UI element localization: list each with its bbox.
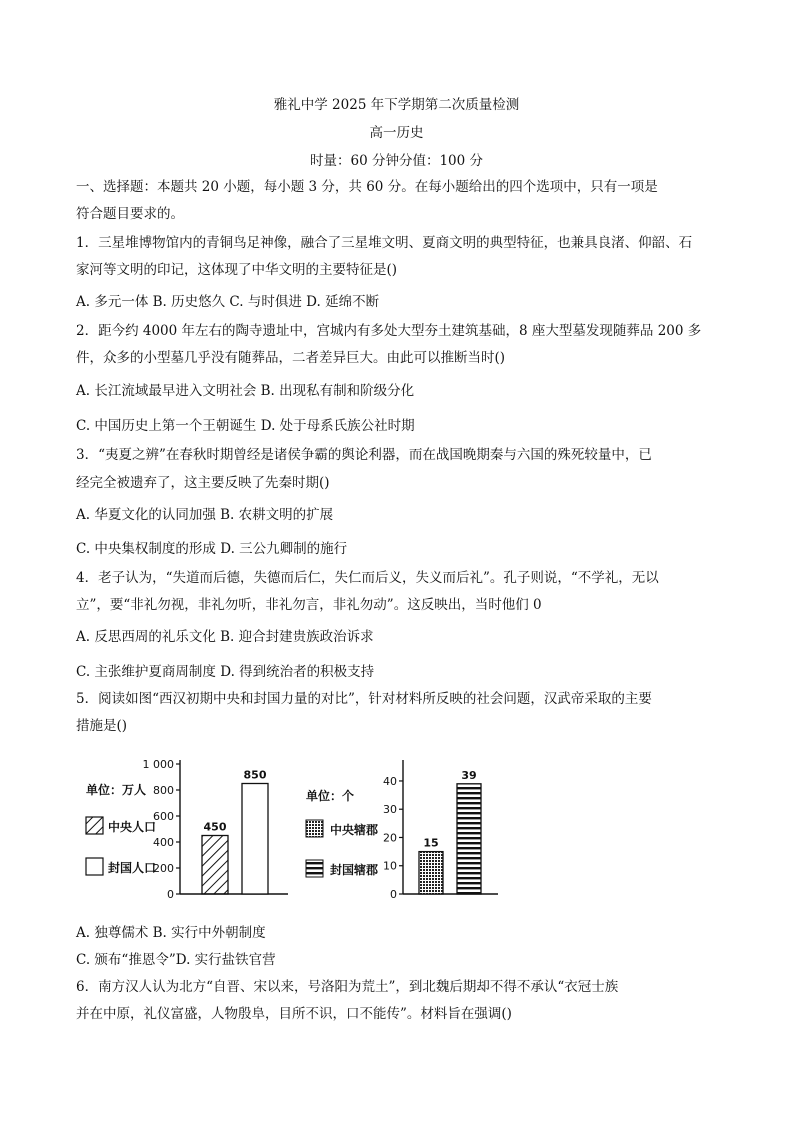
question-1-options: A. 多元一体 B. 历史悠久 C. 与时俱进 D. 延绵不断 (76, 294, 380, 310)
question-6-stem: 6．南方汉人认为北方“自晋、宋以来，号洛阳为荒土”，到北魏后期却不得不承认“衣冠士族 (76, 979, 619, 995)
population-unit-label: 单位：万人 (86, 783, 147, 797)
legend-swatch-central-population (86, 817, 103, 834)
legend-central-population: 中央人口 (108, 820, 157, 834)
data-label: 450 (203, 820, 227, 834)
population-chart (86, 758, 288, 901)
y-tick-label: 400 (153, 836, 174, 849)
y-tick-label: 0 (390, 888, 397, 901)
question-2-stem-cont: 件，众多的小型墓几乎没有随葬品，二者差异巨大。由此可以推断当时() (76, 350, 506, 366)
y-tick-label: 600 (153, 810, 174, 823)
data-label: 850 (243, 768, 267, 782)
question-6-stem-cont: 并在中原，礼仪富盛，人物殷阜，目所不识，口不能传”。材料旨在强调() (76, 1006, 512, 1022)
question-4-stem: 4．老子认为，“失道而后德，失德而后仁，失仁而后义，失义而后礼”。孔子则说，“不学礼，无以 (76, 570, 659, 586)
question-2-options: A. 长江流域最早进入文明社会 B. 出现私有制和阶级分化 (76, 383, 415, 399)
question-4-options: A. 反思西周的礼乐文化 B. 迎合封建贵族政治诉求 (76, 629, 374, 645)
question-3-options-cont: C. 中央集权制度的形成 D. 三公九卿制的施行 (76, 541, 348, 557)
question-1-stem-cont: 家河等文明的印记，这体现了中华文明的主要特征是() (76, 262, 398, 278)
question-1-stem: 1．三星堆博物馆内的青铜鸟足神像，融合了三星堆文明、夏商文明的典型特征，也兼具良渚、仰韶、石 (76, 235, 693, 251)
bar-封国人口 (242, 784, 268, 895)
question-5-options: A. 独尊儒术 B. 实行中外朝制度 (76, 925, 266, 941)
legend-swatch-fief-population (86, 858, 103, 875)
question-4-stem-cont: 立”，要“非礼勿视，非礼勿听，非礼勿言，非礼勿动”。这反映出，当时他们 0 (76, 597, 542, 613)
question-3-stem-cont: 经完全被遗弃了，这主要反映了先秦时期() (76, 475, 330, 491)
question-2-options-cont: C. 中国历史上第一个王朝诞生 D. 处于母系氏族公社时期 (76, 418, 415, 434)
legend-central-commanderies: 中央辖郡 (330, 823, 379, 837)
y-tick-label: 30 (383, 803, 397, 817)
y-tick-label: 40 (383, 774, 397, 788)
y-tick-label: 0 (167, 888, 174, 901)
data-label: 15 (423, 836, 439, 850)
question-3-options: A. 华夏文化的认同加强 B. 农耕文明的扩展 (76, 507, 334, 523)
legend-swatch-fief-commanderies (306, 860, 323, 877)
bar-中央辖郡 (419, 852, 443, 894)
section-heading: 一、选择题：本题共 20 小题，每小题 3 分，共 60 分。在每小题给出的四个选项中，只有一项是 (76, 179, 658, 195)
bar-封国辖郡 (457, 784, 481, 894)
exam-timing: 时量：60 分钟分值：100 分 (309, 153, 484, 169)
data-label: 39 (461, 768, 477, 782)
legend-fief-population: 封国人口 (108, 861, 157, 875)
question-4-options-cont: C. 主张维护夏商周制度 D. 得到统治者的积极支持 (76, 664, 375, 680)
subject-title: 高一历史 (369, 125, 424, 141)
y-tick-label: 800 (153, 784, 174, 797)
commandery-unit-label: 单位：个 (306, 789, 355, 803)
page-title: 雅礼中学 2025 年下学期第二次质量检测 (273, 97, 520, 113)
y-tick-label: 1 000 (142, 758, 174, 771)
y-tick-label: 20 (383, 831, 397, 845)
legend-fief-commanderies: 封国辖郡 (330, 863, 379, 877)
y-tick-label: 10 (383, 859, 397, 873)
question-2-stem: 2．距今约 4000 年左右的陶寺遗址中，宫城内有多处大型夯土建筑基础，8 座大型墓发现随葬品 200 多 (76, 323, 702, 339)
question-5-stem: 5．阅读如图“西汉初期中央和封国力量的对比”，针对材料所反映的社会问题，汉武帝采取的主要 (76, 691, 652, 707)
section-heading-cont: 符合题目要求的。 (76, 206, 184, 222)
question-5-options-cont: C. 颁布“推恩令”D. 实行盐铁官营 (76, 952, 276, 968)
comparison-chart-figure (78, 752, 508, 914)
bar-中央人口 (202, 836, 228, 895)
question-3-stem: 3．“夷夏之辨”在春秋时期曾经是诸侯争霸的舆论利器，而在战国晚期秦与六国的殊死较量中，已 (76, 447, 652, 463)
commandery-chart (306, 760, 498, 901)
question-5-stem-cont: 措施是() (76, 718, 128, 734)
legend-swatch-central-commanderies (306, 820, 323, 837)
y-tick-label: 200 (153, 862, 174, 875)
